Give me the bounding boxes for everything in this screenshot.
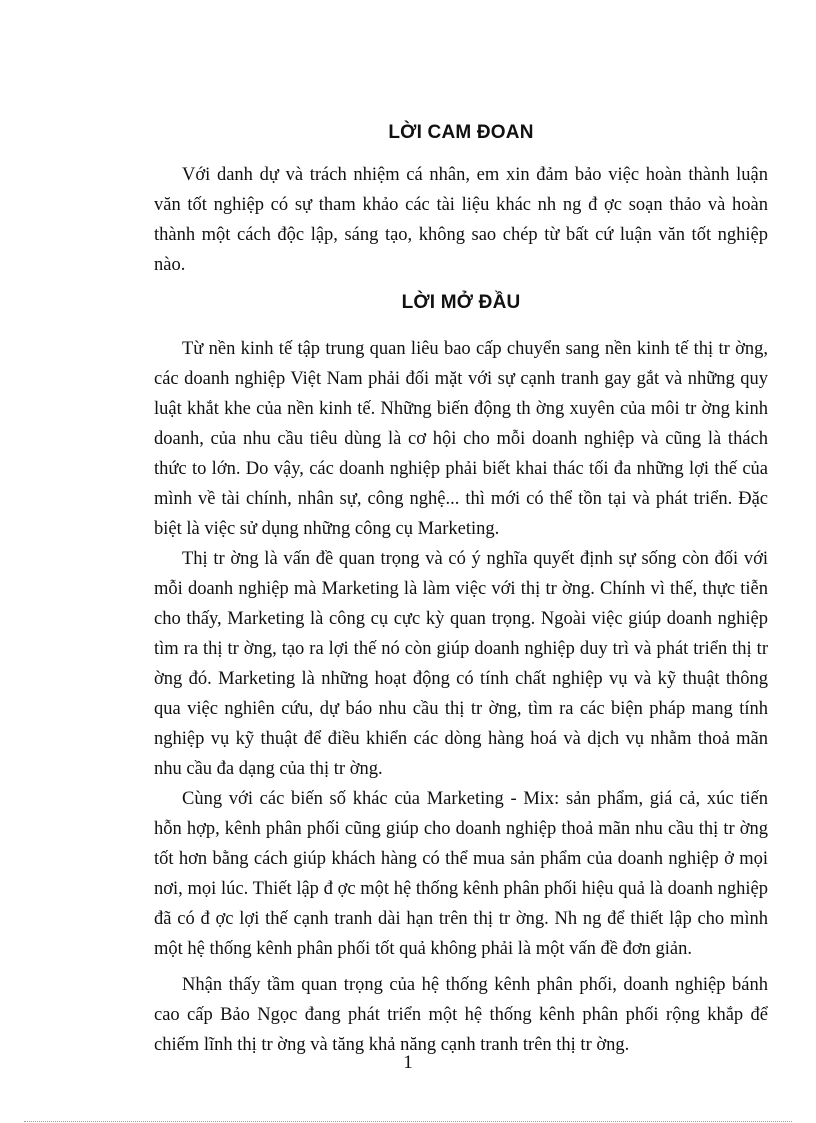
page-number: 1 (403, 1052, 413, 1073)
intro-paragraph-3: Cùng với các biến số khác của Marketing - Mix: sản phẩm, giá cả, xúc tiến hỗn hợp, kênh phân phối cũng giúp cho doanh nghiệp thoả mãn nhu cầu thị tr ờng tốt hơn bằng cách giúp khách hàng có thể mua sản phẩm của doanh nghiệp ở mọi nơi, mọi lúc. Thiết lập đ ợc một hệ thống kênh phân phối hiệu quả là doanh nghiệp đã có đ ợc lợi thế cạnh tranh dài hạn trên thị tr ờng. Nh ng để thiết lập cho mình một hệ thống kênh phân phối tốt quả không phải là một vấn đề đơn giản. (154, 789, 768, 959)
intro-paragraph-4: Nhận thấy tầm quan trọng của hệ thống kênh phân phối, doanh nghiệp bánh cao cấp Bảo Ngọc đang phát triển một hệ thống kênh phân phối rộng khắp để chiếm lĩnh thị tr ờng và tăng khả năng cạnh tranh trên thị tr ờng. (154, 975, 768, 1055)
intro-paragraph-1: Từ nền kinh tế tập trung quan liêu bao cấp chuyển sang nền kinh tế thị tr ờng, các doanh nghiệp Việt Nam phải đối mặt với sự cạnh tranh gay gắt và những quy luật khắt khe của nền kinh tế. Những biến động th ờng xuyên của môi tr ờng kinh doanh, của nhu cầu tiêu dùng là cơ hội cho mỗi doanh nghiệp và cũng là thách thức to lớn. Do vậy, các doanh nghiệp phải biết khai thác tối đa những lợi thế của mình về tài chính, nhân sự, công nghệ... thì mới có thể tồn tại và phát triển. Đặc biệt là việc sử dụng những công cụ Marketing. (154, 339, 768, 539)
intro-paragraph-2: Thị tr ờng là vấn đề quan trọng và có ý nghĩa quyết định sự sống còn đối với mỗi doanh nghiệp mà Marketing là làm việc với thị tr ờng. Chính vì thế, thực tiễn cho thấy, Marketing là công cụ cực kỳ quan trọng. Ngoài việc giúp doanh nghiệp tìm ra thị tr ờng, tạo ra lợi thế nó còn giúp doanh nghiệp duy trì và phát triển thị tr ờng đó. Marketing là những hoạt động có tính chất nghiệp vụ và kỹ thuật thông qua việc nghiên cứu, dự báo nhu cầu thị tr ờng, tìm ra các biện pháp mang tính nghiệp vụ kỹ thuật để điều khiển các dòng hàng hoá và dịch vụ nhằm thoả mãn nhu cầu đa dạng của thị tr ờng. (154, 549, 768, 779)
introduction-heading: LỜI MỞ ĐẦU (401, 292, 521, 313)
commitment-heading: LỜI CAM ĐOAN (388, 122, 534, 143)
footer-divider (24, 1121, 792, 1122)
commitment-paragraph: Với danh dự và trách nhiệm cá nhân, em xin đảm bảo việc hoàn thành luận văn tốt nghiệp có sự tham khảo các tài liệu khác nh ng đ ợc soạn thảo và hoàn thành một cách độc lập, sáng tạo, không sao chép từ bất cứ luận văn tốt nghiệp nào. (154, 165, 768, 275)
page-content (154, 122, 768, 1060)
